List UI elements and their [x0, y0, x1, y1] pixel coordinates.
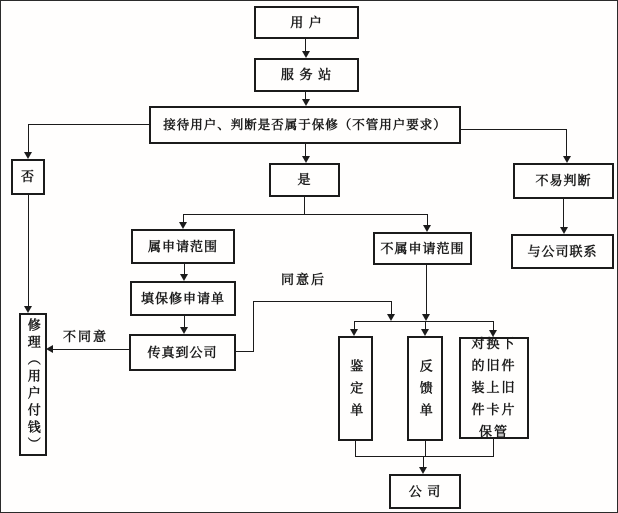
node-repair-user-pays: 修理（用户付钱） — [19, 313, 47, 456]
edge-oldparts-join-line — [493, 439, 494, 457]
node-in-scope: 属申请范围 — [131, 229, 235, 264]
node-fax-to-company: 传真到公司 — [129, 334, 236, 371]
edge-disagree-line — [53, 349, 129, 350]
arrow-down-icon — [24, 152, 32, 159]
arrow-down-icon — [350, 329, 358, 336]
node-no: 否 — [11, 159, 45, 195]
edge-reception-no-vline — [28, 124, 29, 153]
arrow-down-icon — [423, 225, 431, 232]
node-fill-warranty-form: 填保修申请单 — [130, 281, 236, 316]
edge-join-hline — [355, 456, 494, 457]
edge-reception-hard-hline — [461, 129, 567, 130]
edge-agree-seg1 — [236, 351, 254, 352]
edge-hard-contact-line — [563, 199, 564, 228]
edge-distribution-hline — [354, 321, 494, 322]
node-yes: 是 — [269, 163, 340, 197]
edge-label-disagree: 不同意 — [63, 329, 109, 344]
edge-agree-seg3 — [253, 301, 391, 302]
arrow-down-icon — [489, 330, 497, 337]
arrow-down-icon — [180, 327, 188, 334]
edge-yes-branch-hline — [183, 214, 428, 215]
arrow-down-icon — [180, 274, 188, 281]
arrow-down-icon — [302, 51, 310, 58]
arrow-down-icon — [24, 306, 32, 313]
node-contact-company: 与公司联系 — [511, 234, 614, 269]
edge-no-repair-line — [28, 195, 29, 307]
edge-reception-no-hline — [28, 124, 149, 125]
edge-agree-seg4 — [391, 301, 392, 315]
node-user: 用 户 — [254, 6, 359, 39]
arrow-down-icon — [422, 314, 430, 321]
arrow-down-icon — [302, 99, 310, 106]
edge-appraisal-join-line — [355, 441, 356, 457]
arrow-down-icon — [560, 227, 568, 234]
edge-agree-seg2 — [253, 301, 254, 352]
node-old-parts-keep: 对换下的旧件装上旧件卡片保管 — [459, 337, 529, 439]
arrow-down-icon — [387, 314, 395, 321]
arrow-down-icon — [421, 329, 429, 336]
edge-notinscope-dist-line — [426, 265, 427, 315]
arrow-down-icon — [563, 156, 571, 163]
node-not-in-scope: 不属申请范围 — [373, 232, 472, 265]
edge-label-after-agree: 同意后 — [281, 272, 327, 287]
edge-reception-hard-vline — [566, 129, 567, 157]
node-hard-to-judge: 不易判断 — [513, 163, 614, 199]
arrow-down-icon — [419, 467, 427, 474]
edge-yes-branch-stem — [304, 197, 305, 214]
node-reception-judge: 接待用户、判断是否属于保修（不管用户要求） — [149, 106, 461, 144]
arrow-left-icon — [46, 345, 53, 353]
edge-feedback-join-line — [425, 441, 426, 457]
arrow-down-icon — [302, 156, 310, 163]
node-service-station: 服 务 站 — [254, 58, 359, 92]
arrow-down-icon — [179, 222, 187, 229]
node-appraisal-form: 鉴定单 — [338, 336, 373, 441]
node-company: 公 司 — [389, 474, 461, 509]
node-feedback-form: 反馈单 — [407, 336, 443, 441]
